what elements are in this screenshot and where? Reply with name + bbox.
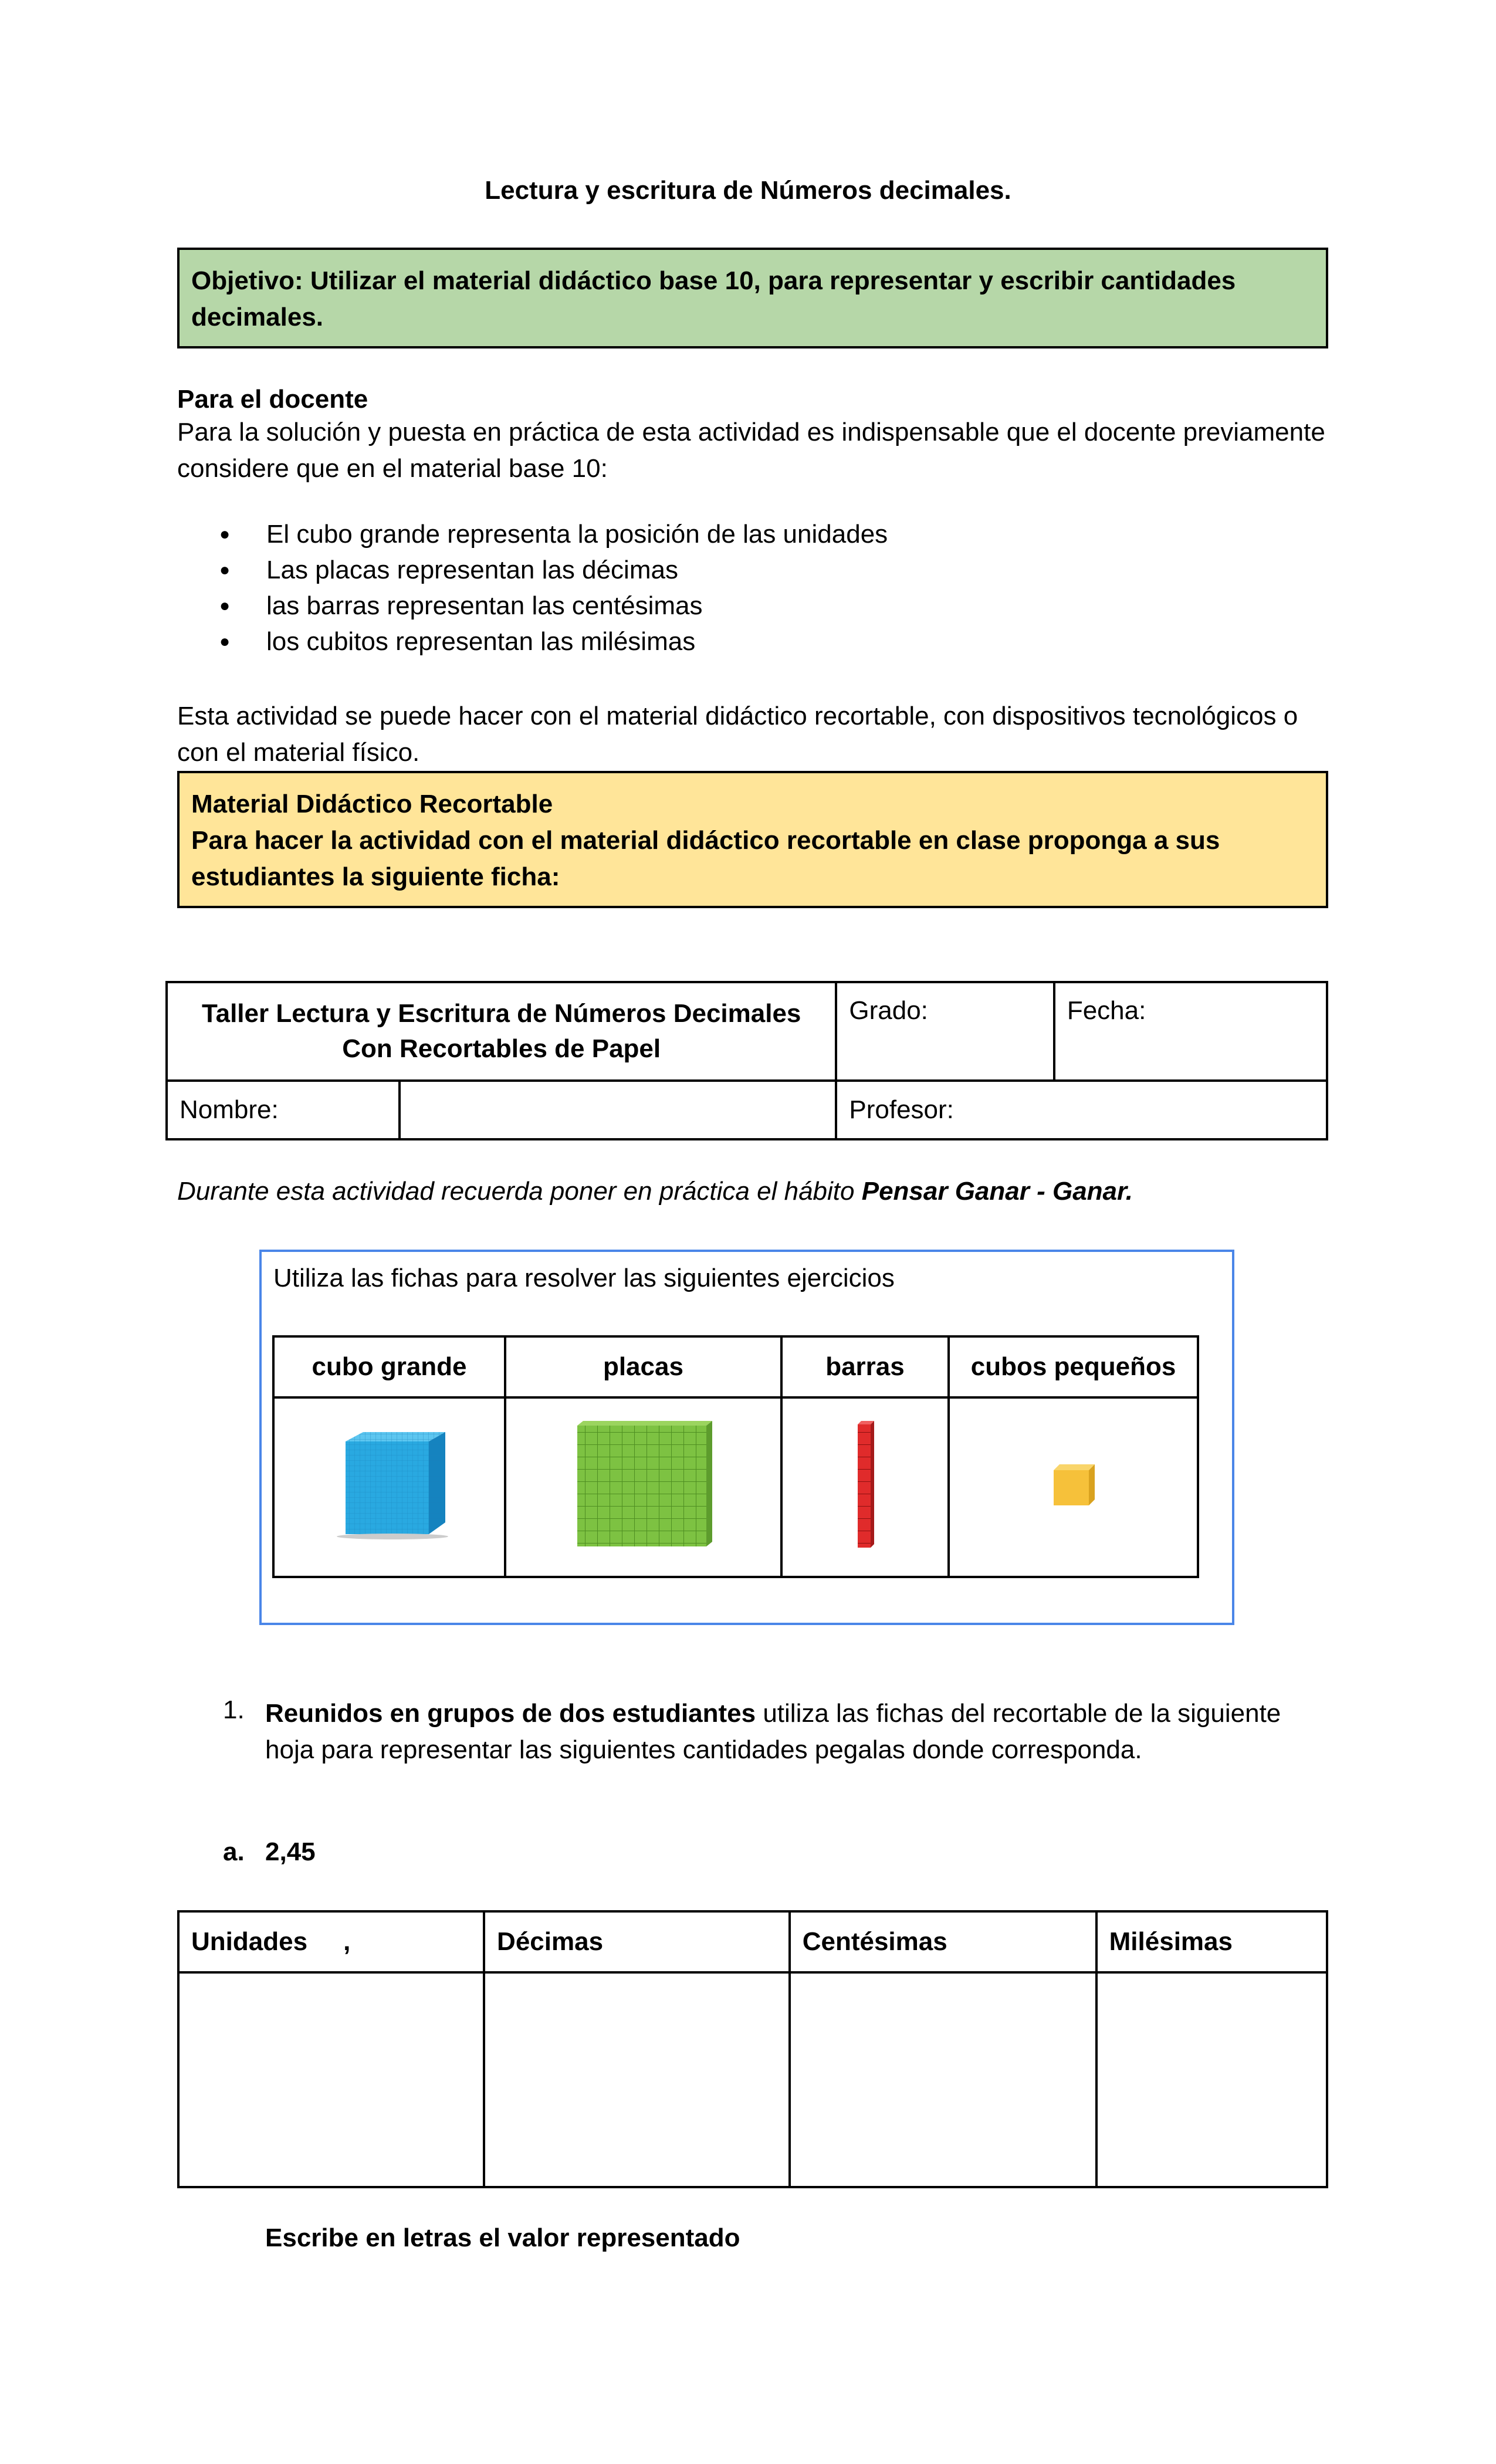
profesor-cell[interactable] [836, 1081, 1327, 1139]
profesor-label: Profesor: [849, 1095, 954, 1124]
question-bold: Reunidos en grupos de dos estudiantes [265, 1699, 756, 1728]
grado-label: Grado: [849, 996, 928, 1025]
unidades-drop-cell[interactable] [178, 1972, 484, 2187]
header-decimas: Décimas [484, 1911, 790, 1972]
fecha-label: Fecha: [1067, 996, 1146, 1025]
nombre-label-cell [167, 1081, 400, 1139]
bullet-item: ● los cubitos representan las milésimas [177, 624, 888, 659]
decimas-drop-cell[interactable] [484, 1972, 790, 2187]
large-cube-icon [328, 1429, 451, 1540]
teacher-heading: Para el docente [177, 385, 368, 414]
habit-text [177, 1177, 1133, 1206]
material-heading: Material Didáctico Recortable [191, 790, 553, 818]
milesimas-drop-cell[interactable] [1096, 1972, 1327, 2187]
nombre-label: Nombre: [180, 1095, 279, 1124]
item-a-label: a. [223, 1837, 245, 1866]
material-text: Para hacer la actividad con el material didáctico recortable en clase proponga a sus estudiantes la siguiente ficha: [191, 826, 1220, 891]
header-cubos-pequenos: cubos pequeños [949, 1336, 1198, 1397]
habit-sentence: Durante esta actividad recuerda poner en práctica el hábito [177, 1177, 862, 1206]
header-centesimas: Centésimas [790, 1911, 1096, 1972]
header-unidades [178, 1911, 484, 1972]
taller-title-line1: Taller Lectura y Escritura de Números Decimales [201, 999, 801, 1028]
teacher-text: Para la solución y puesta en práctica de esta actividad es indispensable que el docente previamente considere que en el material base 10: [177, 418, 1325, 483]
cubos-pequenos-cell [949, 1397, 1198, 1577]
question-number: 1. [223, 1695, 245, 1724]
question-text [265, 1695, 1315, 1768]
header-cubo-grande: cubo grande [273, 1336, 505, 1397]
place-value-table [177, 1910, 1328, 2188]
write-prompt: Escribe en letras el valor representado [265, 2223, 740, 2252]
header-placas: placas [505, 1336, 781, 1397]
objective-box: Objetivo: Utilizar el material didáctico base 10, para representar y escribir cantidades decimales. [177, 248, 1328, 348]
bullet-item: ● las barras representan las centésimas [177, 588, 888, 624]
taller-title-cell [167, 982, 836, 1081]
plate-icon [573, 1420, 713, 1549]
unidades-label: Unidades , [191, 1927, 351, 1956]
header-milesimas: Milésimas [1096, 1911, 1327, 1972]
question-instruction: utiliza las fichas del recortable de la siguiente hoja para representar las siguientes cantidades pegalas donde corresponda. [265, 1699, 1281, 1764]
small-cube-icon [1050, 1461, 1097, 1508]
bullet-item: ● Las placas representan las décimas [177, 552, 888, 588]
base10-bullet-list [177, 516, 888, 659]
habit-emphasis: Pensar Ganar - Ganar. [861, 1177, 1133, 1206]
barras-cell [781, 1397, 949, 1577]
taller-title-line2: Con Recortables de Papel [342, 1034, 661, 1063]
grado-cell[interactable] [836, 982, 1054, 1081]
cubo-grande-cell [273, 1397, 505, 1577]
placas-cell [505, 1397, 781, 1577]
material-box [177, 771, 1328, 908]
header-barras: barras [781, 1336, 949, 1397]
nombre-field[interactable] [400, 1081, 836, 1139]
bar-icon [853, 1420, 876, 1549]
activity-text: Esta actividad se puede hacer con el material didáctico recortable, con dispositivos tecnológicos o con el material físico. [177, 702, 1298, 767]
centesimas-drop-cell[interactable] [790, 1972, 1096, 2187]
fichas-intro: Utiliza las fichas para resolver las siguientes ejercicios [273, 1264, 895, 1292]
page-title: Lectura y escritura de Números decimales. [485, 176, 1011, 205]
fichas-table [272, 1335, 1199, 1578]
bullet-item: ● El cubo grande representa la posición de las unidades [177, 516, 888, 552]
fecha-cell[interactable] [1054, 982, 1327, 1081]
taller-header-table [165, 981, 1328, 1140]
item-a-value: 2,45 [265, 1837, 316, 1866]
